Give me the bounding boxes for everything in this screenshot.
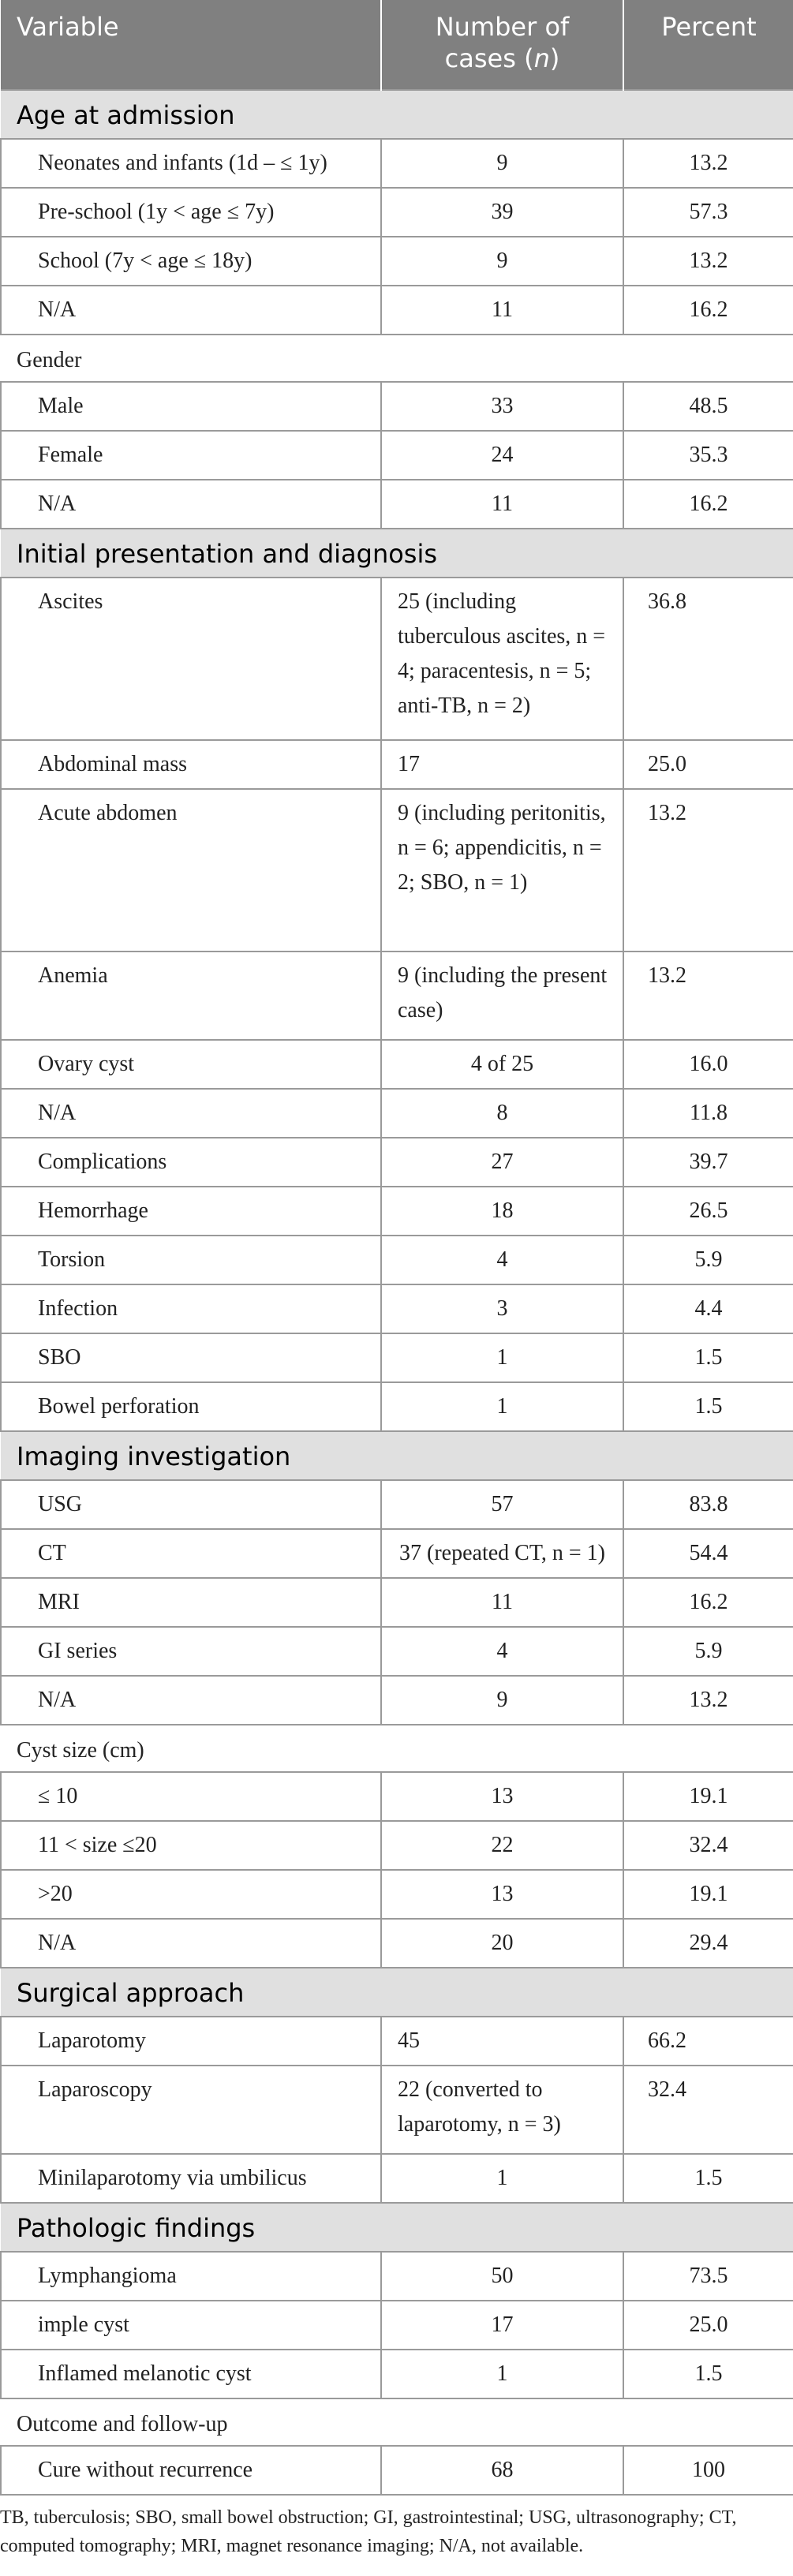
table-row [1, 431, 793, 480]
row-percent: 32.4 [623, 1821, 793, 1870]
row-percent: 13.2 [623, 139, 793, 188]
subsection-row [1, 2398, 793, 2446]
row-cases: 68 [381, 2446, 623, 2495]
row-label: USG [1, 1480, 381, 1529]
section-outcome: Outcome and follow-up [1, 2398, 793, 2446]
table-row [1, 1480, 793, 1529]
table-row [1, 578, 793, 740]
row-cases: 11 [381, 480, 623, 529]
row-percent: 4.4 [623, 1284, 793, 1333]
row-percent: 54.4 [623, 1529, 793, 1578]
table-row [1, 2017, 793, 2066]
table-row [1, 740, 793, 789]
section-row [1, 1968, 793, 2017]
table-row [1, 1138, 793, 1187]
section-surgical: Surgical approach [1, 1968, 793, 2017]
header-variable: Variable [1, 0, 381, 90]
row-percent: 36.8 [623, 578, 793, 740]
row-label: ≤ 10 [1, 1772, 381, 1821]
row-percent: 35.3 [623, 431, 793, 480]
row-label: Inflamed melanotic cyst [1, 2350, 381, 2398]
row-label: Ascites [1, 578, 381, 740]
row-cases: 33 [381, 382, 623, 431]
row-cases: 27 [381, 1138, 623, 1187]
table-row [1, 1578, 793, 1627]
row-cases: 9 (including peritonitis, n = 6; appendicitis, n = 2; SBO, n = 1) [381, 789, 623, 952]
row-label: Laparotomy [1, 2017, 381, 2066]
row-percent: 13.2 [623, 789, 793, 952]
table-row [1, 952, 793, 1040]
section-row [1, 529, 793, 578]
row-label: Ovary cyst [1, 1040, 381, 1089]
table-row [1, 237, 793, 286]
table-row [1, 1676, 793, 1725]
row-percent: 16.0 [623, 1040, 793, 1089]
row-cases: 13 [381, 1870, 623, 1919]
row-cases: 1 [381, 1382, 623, 1431]
header-percent: Percent [623, 0, 793, 90]
table-row [1, 188, 793, 237]
row-label: GI series [1, 1627, 381, 1676]
row-label: N/A [1, 1919, 381, 1968]
row-label: N/A [1, 1089, 381, 1138]
section-pathologic: Pathologic findings [1, 2203, 793, 2252]
row-percent: 83.8 [623, 1480, 793, 1529]
row-percent: 29.4 [623, 1919, 793, 1968]
row-percent: 5.9 [623, 1627, 793, 1676]
row-cases: 4 [381, 1236, 623, 1284]
row-label: Cure without recurrence [1, 2446, 381, 2495]
table-row [1, 382, 793, 431]
row-cases: 22 [381, 1821, 623, 1870]
row-label: Acute abdomen [1, 789, 381, 952]
table-row [1, 1040, 793, 1089]
row-cases: 39 [381, 188, 623, 237]
row-cases: 9 (including the present case) [381, 952, 623, 1040]
row-percent: 16.2 [623, 1578, 793, 1627]
subsection-row [1, 1725, 793, 1772]
row-label: imple cyst [1, 2301, 381, 2350]
row-label: Neonates and infants (1d – ≤ 1y) [1, 139, 381, 188]
row-label: N/A [1, 286, 381, 335]
table-row [1, 1870, 793, 1919]
row-label: Abdominal mass [1, 740, 381, 789]
header-cases-line1: Number of [435, 12, 570, 42]
row-cases: 3 [381, 1284, 623, 1333]
row-cases: 57 [381, 1480, 623, 1529]
row-percent: 19.1 [623, 1772, 793, 1821]
row-cases: 50 [381, 2252, 623, 2301]
table-row [1, 1919, 793, 1968]
row-percent: 1.5 [623, 1382, 793, 1431]
table-row [1, 1627, 793, 1676]
row-label: Anemia [1, 952, 381, 1040]
row-percent: 48.5 [623, 382, 793, 431]
row-percent: 16.2 [623, 480, 793, 529]
row-cases: 17 [381, 2301, 623, 2350]
table-footnote: TB, tuberculosis; SBO, small bowel obstruction; GI, gastrointestinal; USG, ultrasonography; CT, computed tomography; MRI, magnet resonance imaging; N/A, not available. [0, 2507, 737, 2556]
header-cases-n: n [533, 43, 550, 73]
row-percent: 13.2 [623, 1676, 793, 1725]
table-row [1, 1236, 793, 1284]
row-label: >20 [1, 1870, 381, 1919]
row-cases: 1 [381, 2154, 623, 2203]
row-cases: 11 [381, 286, 623, 335]
row-cases: 4 [381, 1627, 623, 1676]
row-label: Infection [1, 1284, 381, 1333]
section-row [1, 2203, 793, 2252]
row-label: Complications [1, 1138, 381, 1187]
table-row [1, 139, 793, 188]
row-percent: 1.5 [623, 2350, 793, 2398]
table-row [1, 286, 793, 335]
row-percent: 1.5 [623, 1333, 793, 1382]
row-percent: 66.2 [623, 2017, 793, 2066]
section-imaging: Imaging investigation [1, 1431, 793, 1480]
row-percent: 25.0 [623, 2301, 793, 2350]
row-cases: 17 [381, 740, 623, 789]
row-percent: 13.2 [623, 952, 793, 1040]
row-percent: 5.9 [623, 1236, 793, 1284]
row-label: N/A [1, 1676, 381, 1725]
row-label: SBO [1, 1333, 381, 1382]
row-cases: 25 (including tuberculous ascites, n = 4; paracentesis, n = 5; anti-TB, n = 2) [381, 578, 623, 740]
row-cases: 9 [381, 139, 623, 188]
table-row [1, 2252, 793, 2301]
section-presentation: Initial presentation and diagnosis [1, 529, 793, 578]
table-row [1, 1382, 793, 1431]
row-cases: 13 [381, 1772, 623, 1821]
table-row [1, 1772, 793, 1821]
row-label: Hemorrhage [1, 1187, 381, 1236]
table-row [1, 1187, 793, 1236]
row-cases: 4 of 25 [381, 1040, 623, 1089]
row-percent: 100 [623, 2446, 793, 2495]
table-row [1, 1333, 793, 1382]
row-label: CT [1, 1529, 381, 1578]
section-cyst-size: Cyst size (cm) [1, 1725, 793, 1772]
row-cases: 22 (converted to laparotomy, n = 3) [381, 2066, 623, 2154]
header-cases [381, 0, 623, 90]
row-label: Bowel perforation [1, 1382, 381, 1431]
section-row [1, 1431, 793, 1480]
row-percent: 13.2 [623, 237, 793, 286]
row-label: Pre-school (1y < age ≤ 7y) [1, 188, 381, 237]
row-label: 11 < size ≤20 [1, 1821, 381, 1870]
row-cases: 18 [381, 1187, 623, 1236]
row-percent: 1.5 [623, 2154, 793, 2203]
row-cases: 37 (repeated CT, n = 1) [381, 1529, 623, 1578]
table-row [1, 2154, 793, 2203]
table-row [1, 1821, 793, 1870]
row-percent: 25.0 [623, 740, 793, 789]
row-label: Minilaparotomy via umbilicus [1, 2154, 381, 2203]
row-percent: 16.2 [623, 286, 793, 335]
table-row [1, 2350, 793, 2398]
row-cases: 1 [381, 1333, 623, 1382]
table-row [1, 2301, 793, 2350]
table-row [1, 2446, 793, 2495]
row-percent: 19.1 [623, 1870, 793, 1919]
row-cases: 24 [381, 431, 623, 480]
section-age: Age at admission [1, 90, 793, 139]
table-row [1, 1529, 793, 1578]
row-cases: 1 [381, 2350, 623, 2398]
table-row [1, 1089, 793, 1138]
row-label: Male [1, 382, 381, 431]
table-row [1, 2066, 793, 2154]
row-label: Torsion [1, 1236, 381, 1284]
row-percent: 39.7 [623, 1138, 793, 1187]
row-label: MRI [1, 1578, 381, 1627]
table-row [1, 480, 793, 529]
row-cases: 9 [381, 237, 623, 286]
row-label: School (7y < age ≤ 18y) [1, 237, 381, 286]
row-label: Laparoscopy [1, 2066, 381, 2154]
subsection-row [1, 335, 793, 382]
row-percent: 26.5 [623, 1187, 793, 1236]
row-percent: 11.8 [623, 1089, 793, 1138]
row-cases: 11 [381, 1578, 623, 1627]
table-header-row [1, 0, 793, 90]
table-row [1, 789, 793, 952]
header-cases-line2: cases ( [444, 43, 534, 73]
row-percent: 32.4 [623, 2066, 793, 2154]
row-cases: 45 [381, 2017, 623, 2066]
row-label: N/A [1, 480, 381, 529]
header-cases-close: ) [549, 43, 560, 73]
row-label: Female [1, 431, 381, 480]
row-percent: 73.5 [623, 2252, 793, 2301]
table-row [1, 1284, 793, 1333]
section-row [1, 90, 793, 139]
section-gender: Gender [1, 335, 793, 382]
row-percent: 57.3 [623, 188, 793, 237]
row-label: Lymphangioma [1, 2252, 381, 2301]
row-cases: 8 [381, 1089, 623, 1138]
row-cases: 9 [381, 1676, 623, 1725]
row-cases: 20 [381, 1919, 623, 1968]
